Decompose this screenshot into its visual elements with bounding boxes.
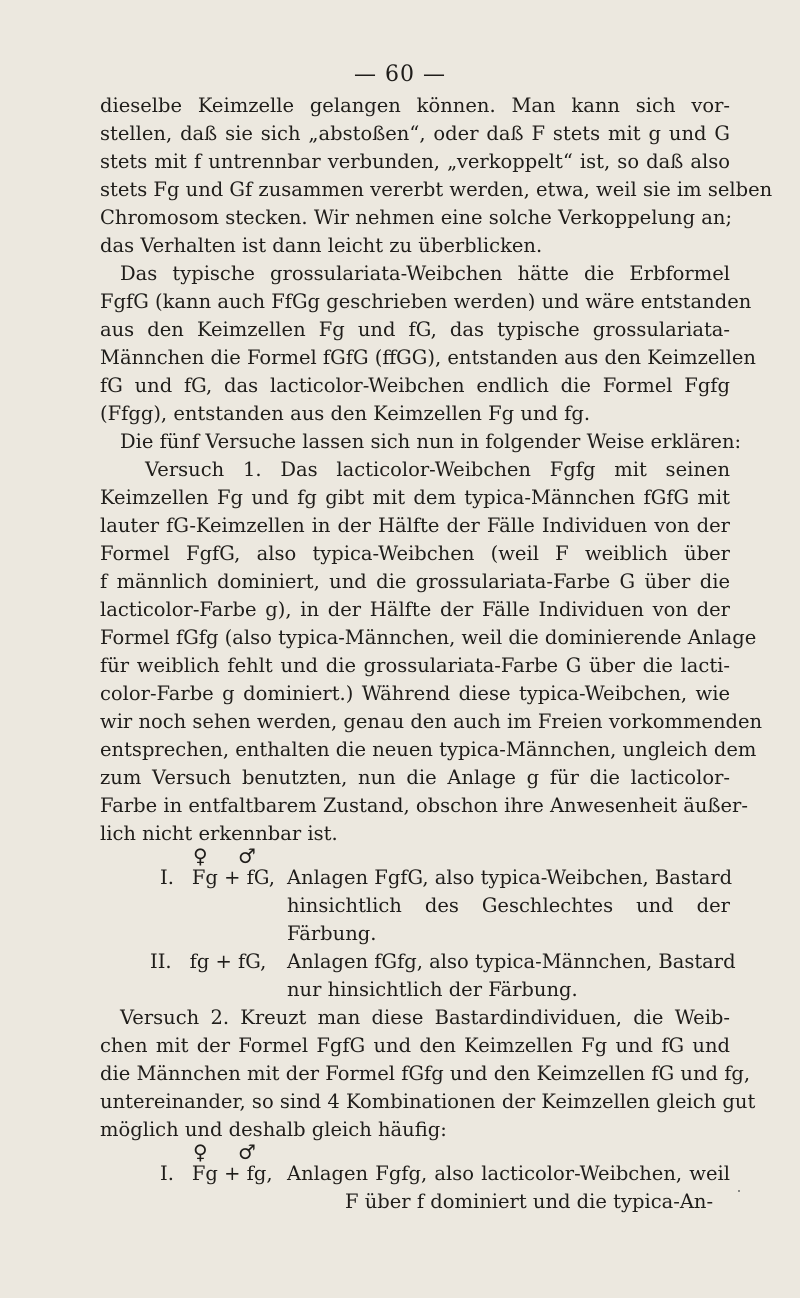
text-line: FgfG (kann auch FfGg geschrieben werden) und wäre entstanden — [100, 290, 752, 313]
text-line: wir noch sehen werden, genau den auch im Freien vorkommenden — [100, 710, 763, 733]
text-line: Das typische grossulariata-Weibchen hätte die Erbformel — [120, 262, 730, 285]
text-line: color-Farbe g dominiert.) Während diese typica-Weibchen, wie — [100, 682, 730, 705]
female-symbol: ♀ — [193, 844, 208, 868]
cross-text: hinsichtlich des Geschlechtes und der — [287, 894, 730, 917]
text-line: f männlich dominiert, und die grossulariata-Farbe G über die — [100, 570, 730, 593]
text-line: Die fünf Versuche lassen sich nun in folgender Weise erklären: — [120, 430, 742, 453]
text-line: Männchen die Formel fGfG (ffGG), entstanden aus den Keimzellen — [100, 346, 756, 369]
text-line: dieselbe Keimzelle gelangen können. Man kann sich vor- — [100, 94, 730, 117]
cross-number: I. — [160, 1162, 174, 1185]
female-symbol: ♀ — [193, 1140, 208, 1164]
page-number: — 60 — — [354, 62, 446, 87]
text-line: aus den Keimzellen Fg und fG, das typische grossulariata- — [100, 318, 730, 341]
text-line: lauter fG-Keimzellen in der Hälfte der Fälle Individuen von der — [100, 514, 730, 537]
text-line: lich nicht erkennbar ist. — [100, 822, 338, 845]
text-line: fG und fG, das lacticolor-Weibchen endlich die Formel Fgfg — [100, 374, 730, 397]
text-line: zum Versuch benutzten, nun die Anlage g für die lacticolor- — [100, 766, 730, 789]
text-line: Keimzellen Fg und fg gibt mit dem typica-Männchen fGfG mit — [100, 486, 730, 509]
cross-text: F über f dominiert und die typica-An- — [345, 1190, 714, 1213]
cross-number: I. — [160, 866, 174, 889]
cross-text: Färbung. — [287, 922, 377, 945]
paper-speck — [738, 1190, 740, 1192]
cross-formula: fg + fG, — [189, 950, 267, 973]
text-line: chen mit der Formel FgfG und den Keimzellen Fg und fG und — [100, 1034, 730, 1057]
text-line: Farbe in entfaltbarem Zustand, obschon ihre Anwesenheit äußer- — [100, 794, 748, 817]
male-symbol: ♂ — [238, 844, 256, 868]
cross-text: Anlagen Fgfg, also lacticolor-Weibchen, weil — [287, 1162, 730, 1185]
cross-text: nur hinsichtlich der Färbung. — [287, 978, 578, 1001]
cross-number: II. — [150, 950, 172, 973]
cross-formula: Fg + fg, — [191, 1162, 273, 1185]
text-line: stellen, daß sie sich „abstoßen“, oder daß F stets mit g und G — [100, 122, 730, 145]
text-line: Chromosom stecken. Wir nehmen eine solche Verkoppelung an; — [100, 206, 733, 229]
text-line: untereinander, so sind 4 Kombinationen der Keimzellen gleich gut — [100, 1090, 756, 1113]
cross-text: Anlagen fGfg, also typica-Männchen, Bastard — [287, 950, 736, 973]
text-line: entsprechen, enthalten die neuen typica-Männchen, ungleich dem — [100, 738, 757, 761]
text-line: stets Fg und Gf zusammen vererbt werden, etwa, weil sie im selben — [100, 178, 773, 201]
text-line: (Ffgg), entstanden aus den Keimzellen Fg und fg. — [100, 402, 591, 425]
text-line: für weiblich fehlt und die grossulariata-Farbe G über die lacti- — [100, 654, 730, 677]
text-line: Versuch 2. Kreuzt man diese Bastardindividuen, die Weib- — [120, 1006, 730, 1029]
cross-text: Anlagen FgfG, also typica-Weibchen, Bastard — [287, 866, 733, 889]
text-line: das Verhalten ist dann leicht zu überblicken. — [100, 234, 543, 257]
text-line: Versuch 1. Das lacticolor-Weibchen Fgfg mit seinen — [145, 458, 730, 481]
text-line: die Männchen mit der Formel fGfg und den Keimzellen fG und fg, — [100, 1062, 751, 1085]
text-line: stets mit f untrennbar verbunden, „verkoppelt“ ist, so daß also — [100, 150, 730, 173]
text-line: Formel FgfG, also typica-Weibchen (weil F weiblich über — [100, 542, 730, 565]
text-line: Formel fGfg (also typica-Männchen, weil die dominierende Anlage — [100, 626, 757, 649]
cross-formula: Fg + fG, — [191, 866, 275, 889]
text-line: möglich und deshalb gleich häufig: — [100, 1118, 447, 1141]
male-symbol: ♂ — [238, 1140, 256, 1164]
text-line: lacticolor-Farbe g), in der Hälfte der Fälle Individuen von der — [100, 598, 730, 621]
